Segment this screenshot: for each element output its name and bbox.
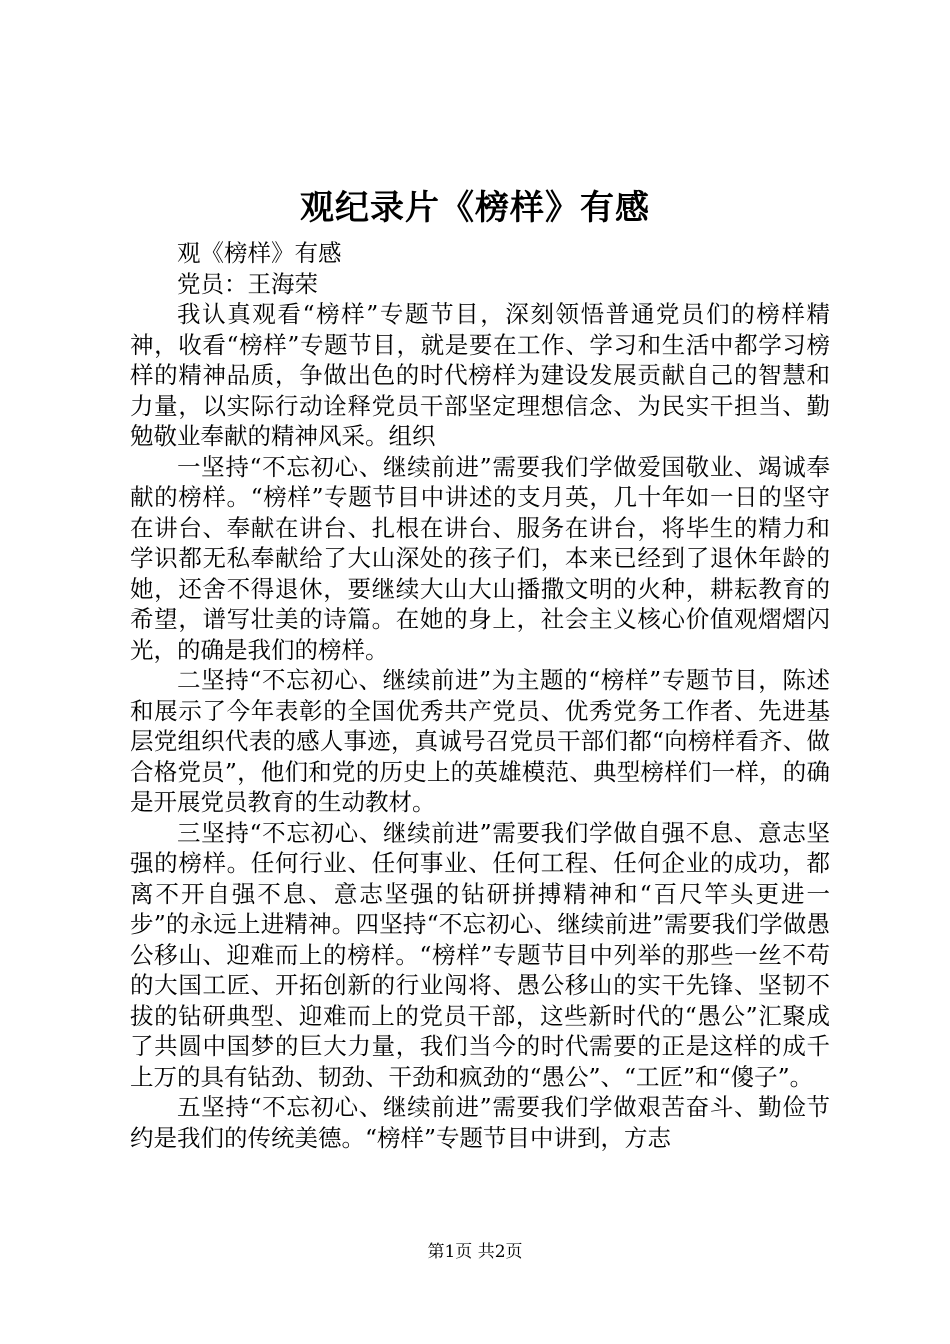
paragraph-point-three-four: 三坚持“不忘初心、继续前进”需要我们学做自强不息、意志坚强的榜样。任何行业、任何事业、任何工程、任何企业的成功，都离不开自强不息、意志坚强的钻研拼搏精神和“百尺竿头更进一步”的永远上进精神。四坚持“不忘初心、继续前进”需要我们学做愚公移山、迎难而上的榜样。“榜样”专题节目中列举的那些一丝不苟的大国工匠、开拓创新的行业闯将、愚公移山的实干先锋、坚韧不拔的钻研典型、迎难而上的党员干部，这些新时代的“愚公”汇聚成了共圆中国梦的巨大力量，我们当今的时代需要的正是这样的成千上万的具有钻劲、韧劲、干劲和疯劲的“愚公”、“工匠”和“傻子”。 [130,818,830,1091]
document-body [130,238,830,1153]
paragraph-intro: 我认真观看“榜样”专题节目，深刻领悟普通党员们的榜样精神，收看“榜样”专题节目，就是要在工作、学习和生活中都学习榜样的精神品质，争做出色的时代榜样为建设发展贡献自己的智慧和力量，以实际行动诠释党员干部坚定理想信念、为民实干担当、勤勉敬业奉献的精神风采。组织 [130,300,830,450]
paragraph-point-five: 五坚持“不忘初心、继续前进”需要我们学做艰苦奋斗、勤俭节约是我们的传统美德。“榜样”专题节目中讲到，方志 [130,1093,830,1152]
document-title: 观纪录片《榜样》有感 [300,188,650,228]
paragraph-subtitle: 观《榜样》有感 [177,239,342,267]
paragraph-point-one: 一坚持“不忘初心、继续前进”需要我们学做爱国敬业、竭诚奉献的榜样。“榜样”专题节目中讲述的支月英，几十年如一日的坚守在讲台、奉献在讲台、扎根在讲台、服务在讲台，将毕生的精力和学识都无私奉献给了大山深处的孩子们，本来已经到了退休年龄的她，还舍不得退休，要继续大山大山播撒文明的火种，耕耘教育的希望，谱写壮美的诗篇。在她的身上，社会主义核心价值观熠熠闪光，的确是我们的榜样。 [130,452,830,664]
paragraph-point-two: 二坚持“不忘初心、继续前进”为主题的“榜样”专题节目，陈述和展示了今年表彰的全国优秀共产党员、优秀党务工作者、先进基层党组织代表的感人事迹，真诚号召党员干部们都“向榜样看齐、做合格党员”，他们和党的历史上的英雄模范、典型榜样们一样，的确是开展党员教育的生动教材。 [130,666,830,816]
paragraph-author: 党员：王海荣 [177,269,318,298]
page-number-footer: 第1页 共2页 [427,1242,523,1262]
